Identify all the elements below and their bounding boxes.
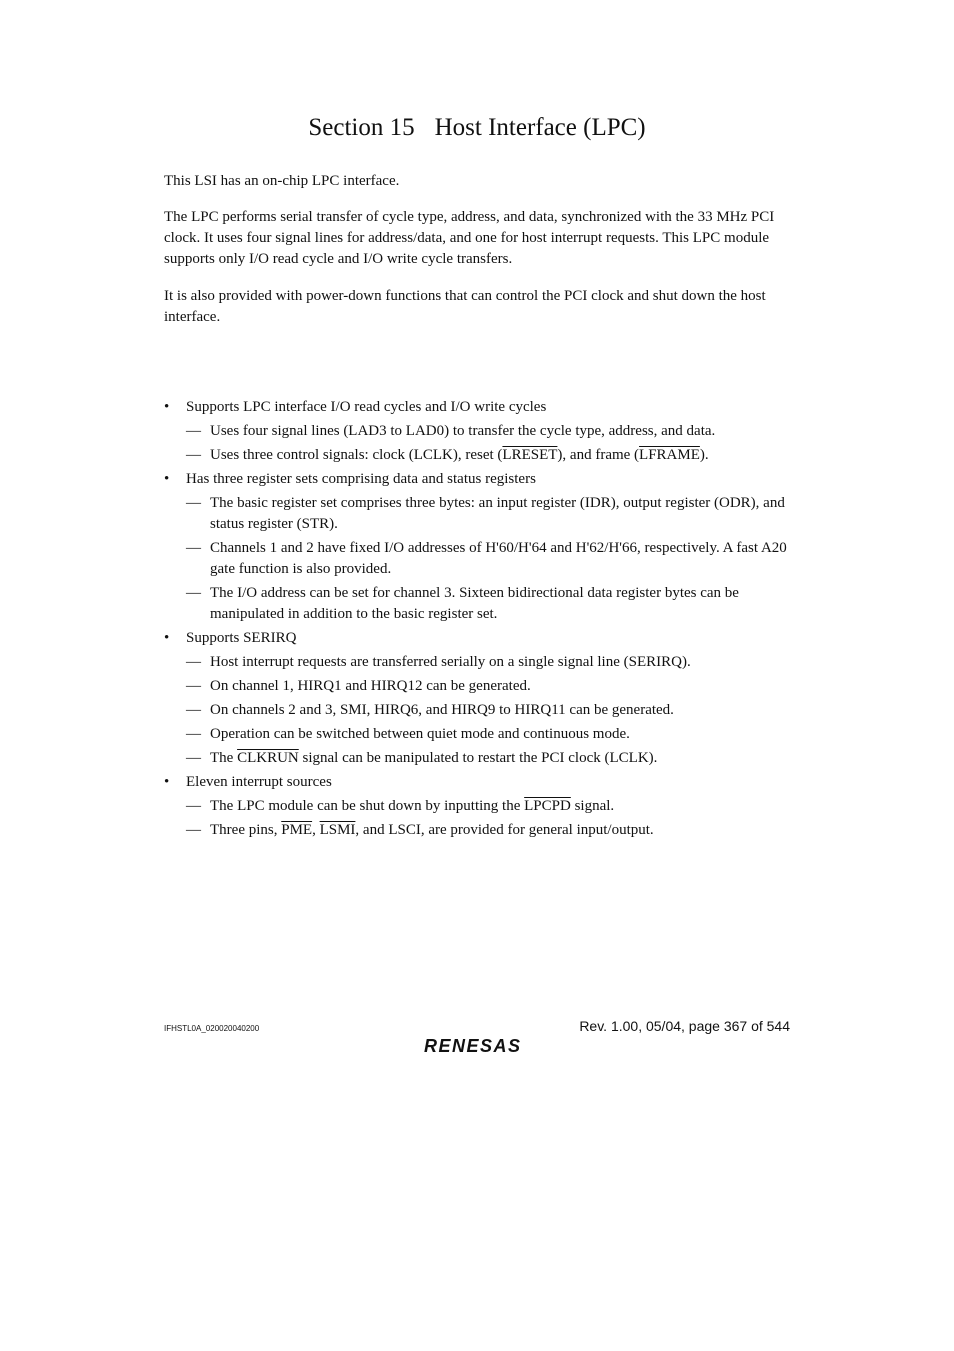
feature-subitem: — Host interrupt requests are transferred serially on a single signal line (SERIRQ). bbox=[186, 654, 691, 670]
signal-lreset: LRESET bbox=[502, 447, 558, 463]
feature-subitem: — The I/O address can be set for channel 3. Sixteen bidirectional data register bytes can be manipulated in addition to the basic register set. bbox=[186, 585, 739, 622]
feature-item: • Eleven interrupt sources bbox=[164, 772, 814, 793]
feature-item: • Supports SERIRQ bbox=[164, 628, 814, 649]
signal-clkrun: CLKRUN bbox=[237, 750, 299, 766]
section-name: Host Interface (LPC) bbox=[434, 114, 646, 141]
document-code: IFHSTL0A_020020040200 bbox=[164, 1024, 260, 1033]
feature-list bbox=[164, 394, 814, 841]
intro-paragraph: This LSI has an on-chip LPC interface. bbox=[164, 173, 400, 189]
feature-subitem: — Channels 1 and 2 have fixed I/O addresses of H'60/H'64 and H'62/H'66, respectively. A fast A20 gate function is also provided. bbox=[186, 540, 787, 577]
feature-subitem: — The CLKRUN signal can be manipulated to restart the PCI clock (LCLK). bbox=[186, 750, 658, 766]
feature-subitem: — Operation can be switched between quiet mode and continuous mode. bbox=[186, 726, 630, 742]
page-revision: Rev. 1.00, 05/04, page 367 of 544 bbox=[579, 1018, 790, 1034]
feature-subitem: — The LPC module can be shut down by inputting the LPCPD signal. bbox=[186, 798, 615, 814]
feature-item: • Has three register sets comprising data and status registers bbox=[164, 469, 814, 490]
signal-lpcpd: LPCPD bbox=[524, 798, 571, 814]
power-down-paragraph: It is also provided with power-down functions that can control the PCI clock and shut down the host interface. bbox=[164, 288, 766, 325]
signal-pme: $\overline{PME}$ bbox=[281, 822, 313, 838]
feature-subitem: — Uses four signal lines (LAD3 to LAD0) to transfer the cycle type, address, and data. bbox=[186, 423, 716, 439]
section-title bbox=[0, 114, 954, 142]
feature-subitem: — The basic register set comprises three bytes: an input register (IDR), output register (ODR), and status register (STR). bbox=[186, 495, 785, 532]
section-number: Section 15 bbox=[308, 114, 415, 141]
feature-subitem: — On channel 1, HIRQ1 and HIRQ12 can be generated. bbox=[186, 678, 531, 694]
renesas-logo bbox=[424, 1034, 544, 1056]
signal-lframe: LFRAME bbox=[639, 447, 700, 463]
feature-item: • Supports LPC interface I/O read cycles and I/O write cycles bbox=[164, 397, 814, 418]
feature-subitem: — Uses three control signals: clock (LCLK), reset (LRESET), and frame (LFRAME). bbox=[186, 447, 709, 463]
svg-text:RENESAS: RENESAS bbox=[424, 1036, 522, 1056]
feature-subitem: — On channels 2 and 3, SMI, HIRQ6, and HIRQ9 to HIRQ11 can be generated. bbox=[186, 702, 674, 718]
feature-subitem: — Three pins, $\overline{PME}$, LSMI, and LSCI, are provided for general input/output. bbox=[186, 822, 654, 838]
signal-lsmi: LSMI bbox=[319, 822, 356, 838]
description-paragraph: The LPC performs serial transfer of cycle type, address, and data, synchronized with the 33 MHz PCI clock. It uses four signal lines for address/data, and one for host interrupt requests. This LPC module supports only I/O read cycle and I/O write cycle transfers. bbox=[164, 209, 775, 267]
